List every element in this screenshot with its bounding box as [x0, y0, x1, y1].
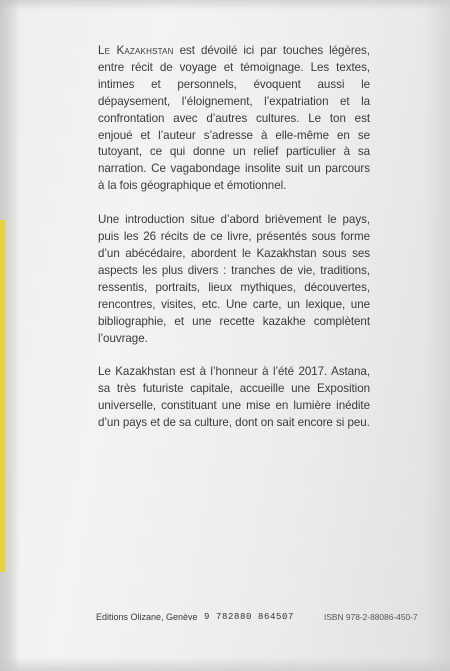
blurb-text — [98, 43, 370, 449]
top-edge-shadow — [0, 0, 450, 10]
blurb-paragraph-3: Le Kazakhstan est à l’honneur à l’été 2017. Astana, sa très futuriste capitale, accueille une Exposition universelle, constituant une mise en lumière inédite d’un pays et de sa culture, dont on sait encore si peu. — [98, 365, 370, 430]
plastic-wrap-glare — [424, 0, 450, 671]
blurb-paragraph-1 — [98, 43, 370, 195]
blurb-paragraph-1-body: est dévoilé ici par touches légères, entre récit de voyage et témoignage. Les textes, intimes et personnels, évoquent aussi le dépaysement, l’éloignement, l’expatriation et la confrontation avec d’autres cultures. Le ton est enjoué et l’auteur s’adresse à elle-même en se tutoyant, ce qui donne un relief particulier à sa narration. Ce vagabondage insolite suit un parcours à la fois géographique et émotionnel. — [98, 44, 370, 193]
blurb-title-lead: Le Kazakhstan — [98, 44, 174, 57]
isbn-number: ISBN 978-2-88086-450-7 — [324, 612, 418, 622]
publisher-name: Editions Olizane, Genève — [96, 612, 198, 622]
spine-color-strip — [0, 220, 5, 572]
blurb-paragraph-2: Une introduction situe d’abord brièvement le pays, puis les 26 récits de ce livre, présentés sous forme d’un abécédaire, abordent le Kazakhstan sous ses aspects les plus divers : tranches de vie, traditions, ressentis, portraits, lieux mythiques, découvertes, rencontres, visites, etc. Une carte, un lexique, une bibliographie, et une recette kazakhe complètent l’ouvrage. — [98, 213, 370, 345]
barcode-number: 9 782880 864507 — [204, 612, 295, 622]
bottom-edge-shadow — [0, 657, 450, 671]
